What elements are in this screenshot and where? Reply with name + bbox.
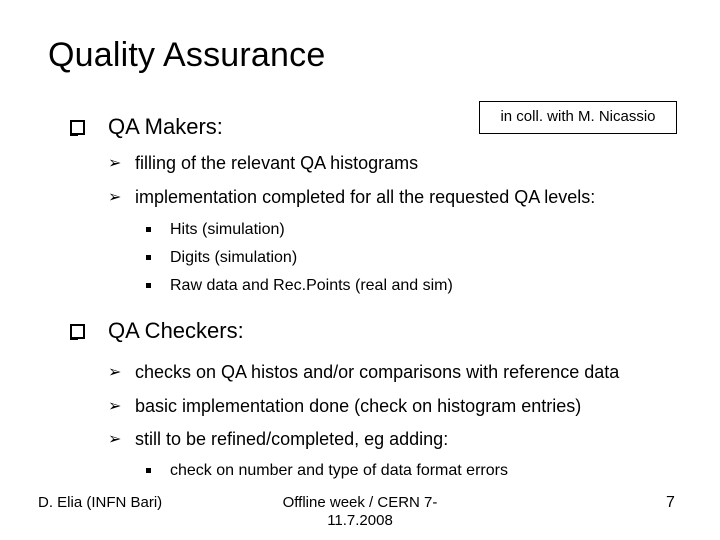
list-item-text: still to be refined/completed, eg adding: xyxy=(135,429,449,449)
page-number: 7 xyxy=(666,494,675,511)
arrow-bullet-icon: ➢ xyxy=(108,364,122,381)
section-heading-text: QA Makers: xyxy=(108,114,223,139)
sub-list-item-text: Hits (simulation) xyxy=(170,221,285,238)
checkbox-bullet-icon xyxy=(70,120,85,135)
sub-list-item-text: Digits (simulation) xyxy=(170,249,298,266)
square-bullet-icon xyxy=(146,283,151,288)
sub-list-item-text: check on number and type of data format errors xyxy=(170,462,508,479)
section-heading-text: QA Checkers: xyxy=(108,318,244,343)
list-item-text: checks on QA histos and/or comparisons with reference data xyxy=(135,362,620,382)
footer-event xyxy=(270,494,450,530)
arrow-bullet-icon: ➢ xyxy=(108,431,122,448)
arrow-bullet-icon: ➢ xyxy=(108,398,122,415)
list-item-text: basic implementation done (check on histogram entries) xyxy=(135,396,582,416)
checkbox-bullet-icon xyxy=(70,324,85,339)
footer-author: D. Elia (INFN Bari) xyxy=(38,494,163,511)
arrow-bullet-icon: ➢ xyxy=(108,155,122,172)
square-bullet-icon xyxy=(146,227,151,232)
slide-title: Quality Assurance xyxy=(48,36,326,74)
footer-event-line1: Offline week / CERN 7- xyxy=(282,494,438,511)
collaboration-note-box: in coll. with M. Nicassio xyxy=(479,101,677,134)
sub-list-item-text: Raw data and Rec.Points (real and sim) xyxy=(170,277,453,294)
list-item-text: filling of the relevant QA histograms xyxy=(135,153,419,173)
arrow-bullet-icon: ➢ xyxy=(108,189,122,206)
square-bullet-icon xyxy=(146,468,151,473)
square-bullet-icon xyxy=(146,255,151,260)
footer-event-line2: 11.7.2008 xyxy=(327,512,393,529)
list-item-text: implementation completed for all the requested QA levels: xyxy=(135,187,596,207)
